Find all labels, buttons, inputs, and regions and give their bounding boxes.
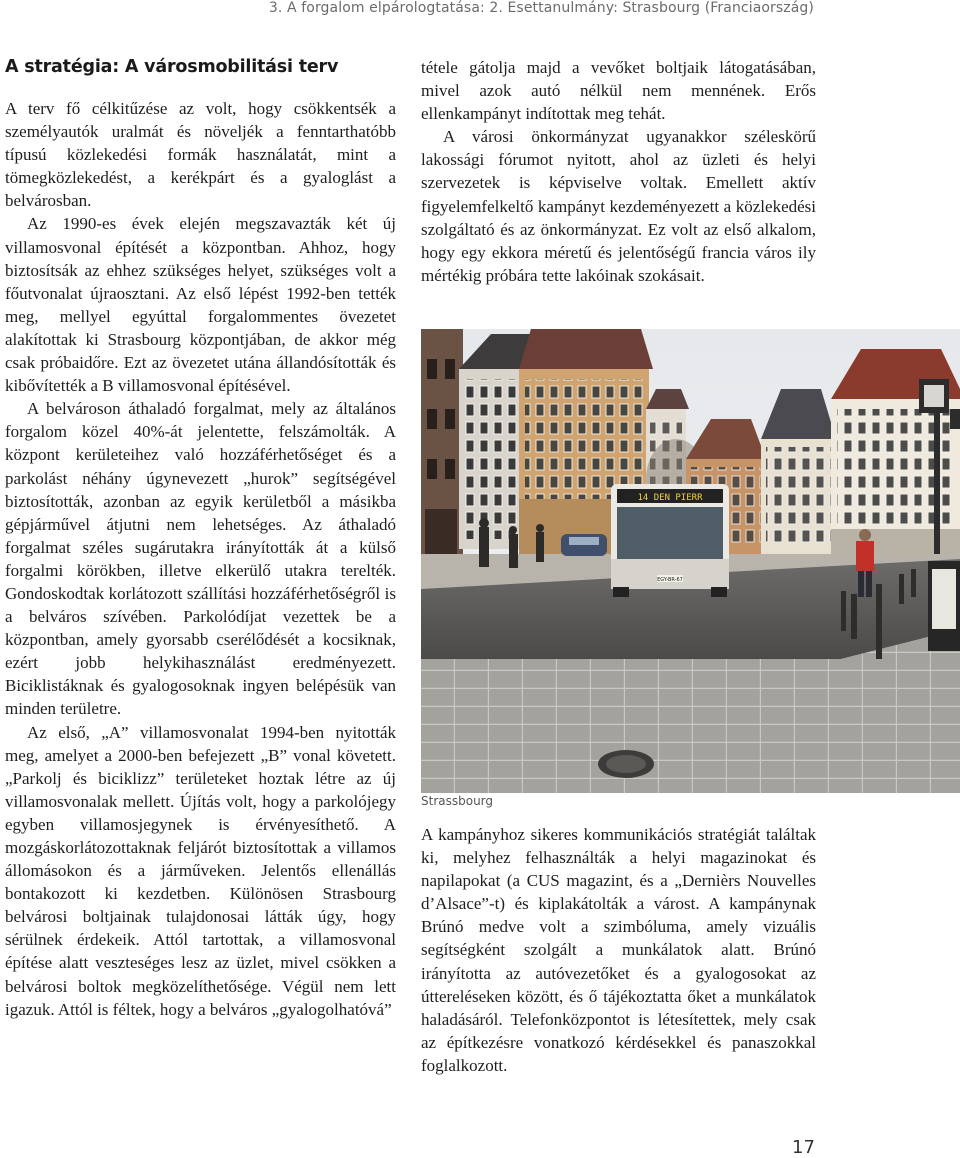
- strasbourg-photo: [421, 329, 960, 793]
- running-head: 3. A forgalom elpárologtatása: 2. Esettanulmány: Strasbourg (Franciaország): [268, 0, 814, 16]
- paragraph: A kampányhoz sikeres kommunikációs stratégiát találtak ki, melyhez felhasználták a helyi magazinokat és napilapokat (a CUS magazint, és a „Dernièrs Nouvelles d’Alsace”-t) és kiplakátolták a várost. A kampánynak Brúnó medve volt a szimbóluma, amely vizuális segítségként szolgált a munkálatok alatt. Brúnó irányította az autóvezetőket és a gyalogosokat az úttereléseken között, és ő tájékoztatta őket a munkálatok haladásáról. Telefonközpontot is létesítettek, mely csak az építkezésre vonatkozó kérdésekkel és panaszokkal foglalkozott.: [421, 825, 816, 1075]
- right-column-top: [421, 56, 816, 287]
- paragraph: A városi önkormányzat ugyanakkor széleskörű lakossági fórumot nyitott, ahol az üzleti és helyi szervezetek is képviselve voltak. Emellett aktív figyelemfelkeltő kampányt kezdeményezett a közlekedési szolgáltató és az önkormányzat. Ez volt az első alkalom, hogy egy ekkora méretű és jelentőségű francia város ily mértékig próbára tette lakóinak szokásait.: [421, 127, 816, 285]
- svg-text:14 DEN PIERR: 14 DEN PIERR: [637, 493, 703, 503]
- paragraph: Az első, „A” villamosvonalat 1994-ben nyitották meg, amelyet a 2000-ben befejezett „B” vonal követett. „Parkolj és biciklizz” területeket hoztak létre az új villamosvonalak mellett. Újítás volt, hogy a parkolójegy egyben villamosjegynek is érvényesíthető. A mozgáskorlátozottaknak feljárót biztosítottak a villamos állomásokon és a járműveken. Jelentős ellenállás bontakozott ki kezdetben. Különösen Strasbourg belvárosi boltjainak tulajdonosai látták úgy, hogy sérülnek érdekeik. Attól tartottak, a villamosvonal építése alatt veszteséges lesz az üzlet, mivel csökken a belvárosi boltok megközelíthetősége. Végül nem lett igazuk. Attól is féltek, hogy a belváros „gyalogolhatóvá”: [5, 722, 396, 1019]
- page-number: 17: [792, 1137, 815, 1158]
- right-column-bottom: [421, 823, 816, 1077]
- left-column: [5, 56, 396, 1021]
- photo-caption: Strassbourg: [421, 794, 494, 808]
- paragraph: Az 1990-es évek elején megszavazták két új villamosvonal építését a központban. Ahhoz, hogy biztosítsák az ehhez szükséges helyet, szükséges volt a főutvonalat újraosztani. Az első lépést 1992-ben tették meg, mellyel egyúttal forgalommentes övezetet alakítottak ki Strasbourg központjában, de akkor még csak próbaidőre. Ezt az övezetet utána állandósították és kibővítették a B villamosvonal építésével.: [5, 214, 396, 396]
- bus: [611, 484, 729, 597]
- paragraph: tétele gátolja majd a vevőket boltjaik látogatásában, mivel azok autó nélkül nem mennének. Erős ellenkampányt indítottak meg tehát.: [421, 58, 816, 124]
- paragraph: A belvároson áthaladó forgalmat, mely az általános forgalom közel 40%-át jelentette, felszámolták. A központ kerületeihez való hozzáférhetőséget és a parkolást néhány úgynevezett „hurok” segítségével biztosították, azonban az egyik kerületből a másikba gépjárművel átjutni nem lehetséges. Az áthaladó forgalmat széles sugárutakra irányították át a külső forgalmi körökben, illetve elkerülő utakra terelték. Gondoskodtak korlátozott szállítási hozzáférhetőségről is a belváros szívében. Parkolódíjat vezettek be a központban, amely gyorsabb cserélődését a kocsiknak, ezért jobb helykihasználást eredményezett. Biciklistáknak és gyalogosoknak ingyen belépésük van minden területre.: [5, 399, 396, 719]
- paragraph: A terv fő célkitűzése az volt, hogy csökkentsék a személyautók uralmát és növeljék a fenntarthatóbb típusú közlekedési formák használatát, mint a tömegközlekedést, a kerékpárt és a gyaloglást a belvárosban.: [5, 99, 396, 211]
- svg-text:EGY-BR-67: EGY-BR-67: [657, 577, 683, 583]
- section-title: A stratégia: A városmobilitási terv: [5, 57, 339, 77]
